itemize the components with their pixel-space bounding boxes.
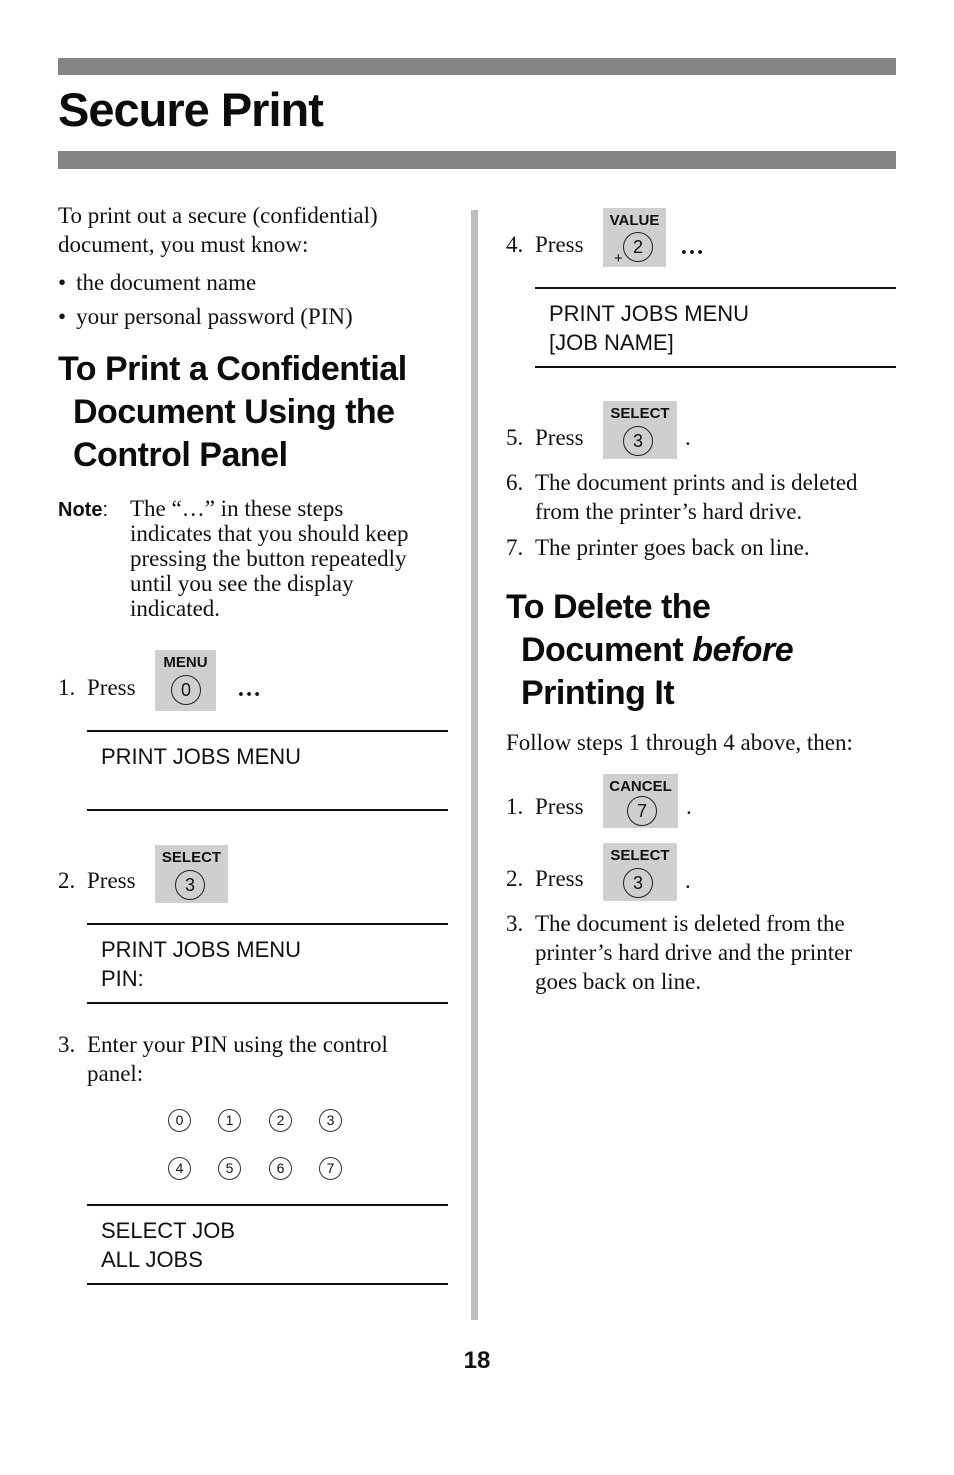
key-number: 2	[623, 232, 653, 262]
pin-key-1[interactable]: 1	[218, 1109, 241, 1132]
menu-key-button[interactable]: MENU 0	[155, 650, 216, 711]
display-line: PRINT JOBS MENU	[101, 937, 302, 962]
intro-line: To print out a secure (confidential)	[58, 203, 378, 228]
period: .	[686, 794, 692, 819]
display-line: SELECT JOB	[101, 1218, 236, 1243]
bullet-icon: •	[58, 270, 67, 295]
pin-key-2[interactable]: 2	[269, 1109, 292, 1132]
intro-paragraph	[58, 201, 458, 259]
pin-key-3[interactable]: 3	[319, 1109, 342, 1132]
title-underline-rule	[58, 151, 896, 169]
key-number: 0	[171, 675, 201, 705]
display-line: PRINT JOBS MENU	[101, 744, 302, 769]
pin-key-5[interactable]: 5	[218, 1157, 241, 1180]
select-key-button[interactable]: SELECT 3	[603, 843, 677, 901]
pin-key-7[interactable]: 7	[319, 1157, 342, 1180]
pin-key-0[interactable]: 0	[168, 1109, 191, 1132]
column-divider	[471, 210, 478, 1320]
note-label: Note:	[58, 499, 109, 521]
intro-line: document, you must know:	[58, 232, 309, 257]
list-item: • your personal password (PIN)	[58, 304, 353, 329]
period: .	[685, 425, 691, 450]
display-line: PRINT JOBS MENU	[549, 301, 750, 326]
display-line: ALL JOBS	[101, 1247, 203, 1272]
bullet-icon: •	[58, 304, 67, 329]
ellipsis: …	[237, 676, 261, 702]
key-number: 3	[175, 870, 205, 900]
value-key-button[interactable]: VALUE 2 +	[603, 208, 666, 267]
display-line: [JOB NAME]	[549, 330, 674, 355]
section-heading-delete-document: To Delete the Document before Printing It	[506, 588, 794, 712]
display-panel	[87, 923, 448, 1004]
requirements-list	[58, 268, 458, 331]
list-item: • the document name	[58, 270, 257, 295]
display-line: PIN:	[101, 966, 144, 991]
plus-icon: +	[614, 250, 623, 267]
ellipsis: …	[680, 234, 704, 260]
select-key-button[interactable]: SELECT 3	[155, 845, 228, 903]
note-text: The “…” in these steps indicates that you should keep pressing the button repeatedly until you see the display indicated.	[130, 496, 409, 621]
select-key-button[interactable]: SELECT 3	[603, 401, 677, 459]
pin-key-4[interactable]: 4	[168, 1157, 191, 1180]
cancel-key-button[interactable]: CANCEL 7	[603, 774, 678, 828]
section-heading-print-confidential: To Print a Confidential Document Using the Control Panel	[58, 350, 407, 474]
pin-keypad	[160, 1100, 360, 1190]
page-number: 18	[463, 1347, 491, 1374]
page-title: Secure Print	[58, 83, 323, 136]
top-rule	[58, 58, 896, 75]
key-number: 3	[623, 426, 653, 456]
display-panel	[87, 730, 448, 811]
display-panel	[87, 1204, 448, 1285]
display-panel	[535, 287, 896, 368]
delete-intro: Follow steps 1 through 4 above, then:	[506, 730, 853, 755]
period: .	[685, 868, 691, 893]
key-number: 7	[627, 796, 657, 826]
pin-key-6[interactable]: 6	[269, 1157, 292, 1180]
key-number: 3	[623, 868, 653, 898]
